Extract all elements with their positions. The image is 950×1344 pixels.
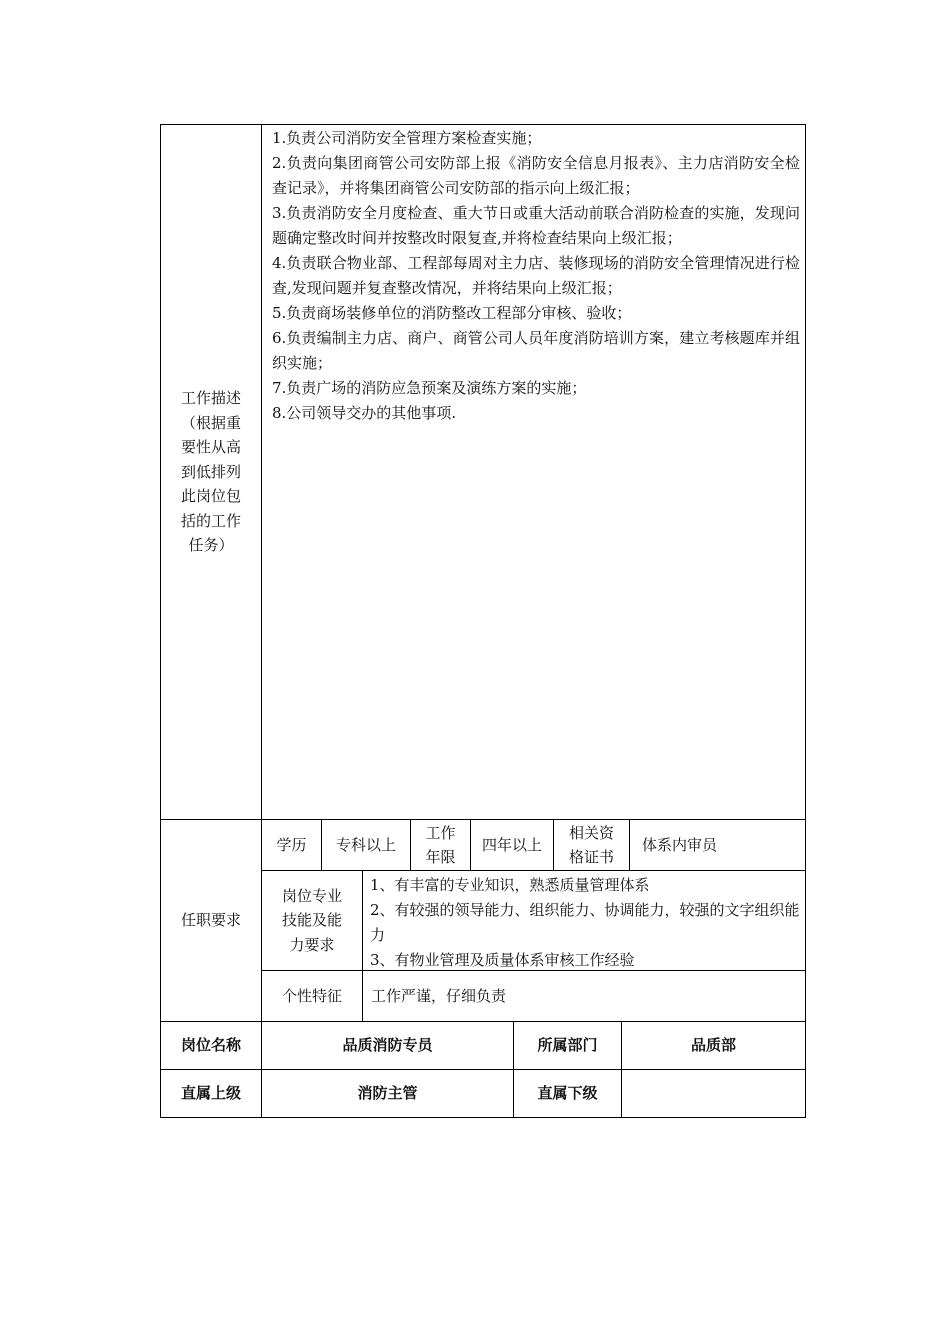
superior-label: 直属上级 bbox=[180, 1084, 241, 1103]
subordinate-value bbox=[622, 1070, 805, 1117]
experience-label-line: 年限 bbox=[425, 848, 456, 866]
experience-label bbox=[411, 820, 470, 870]
duties-label-line: 到低排列 bbox=[180, 462, 241, 481]
skills-list bbox=[370, 873, 800, 973]
department-label: 所属部门 bbox=[537, 1036, 598, 1055]
duty-item: 8.公司领导交办的其他事项. bbox=[272, 404, 457, 422]
skills-label-line: 技能及能 bbox=[281, 911, 342, 930]
certificate-value: 体系内审员 bbox=[642, 835, 718, 854]
certificate-label-line: 相关资 bbox=[568, 823, 614, 842]
duties-label-line: （根据重 bbox=[180, 413, 241, 432]
position-title-label: 岗位名称 bbox=[180, 1036, 241, 1055]
duty-item: 1.负责公司消防安全管理方案检查实施； bbox=[272, 129, 542, 147]
duties-label-line: 任务） bbox=[188, 536, 234, 555]
duties-label-line: 括的工作 bbox=[180, 511, 241, 530]
duty-list bbox=[272, 126, 800, 426]
education-value: 专科以上 bbox=[335, 835, 396, 854]
duty-item: 3.负责消防安全月度检查、重大节日或重大活动前联合消防检查的实施，发现问题确定整改时间并按整改时限复查,并将检查结果向上级汇报； bbox=[272, 204, 800, 247]
table-border-right bbox=[805, 124, 806, 1118]
experience-label-line: 工作 bbox=[425, 823, 456, 842]
personality-label: 个性特征 bbox=[281, 986, 342, 1005]
certificate-label-line: 格证书 bbox=[568, 848, 614, 866]
duty-item: 7.负责广场的消防应急预案及演练方案的实施； bbox=[272, 379, 587, 397]
department-value: 品质部 bbox=[690, 1036, 736, 1055]
position-title-value: 品质消防专员 bbox=[342, 1036, 433, 1055]
requirements-label: 任职要求 bbox=[180, 911, 241, 930]
personality-value: 工作严谨，仔细负责 bbox=[371, 986, 507, 1005]
skills-label-line: 岗位专业 bbox=[281, 886, 342, 905]
certificate-label bbox=[554, 820, 629, 870]
skill-item: 1、有丰富的专业知识，熟悉质量管理体系 bbox=[370, 876, 650, 894]
experience-value: 四年以上 bbox=[481, 835, 542, 854]
skills-label bbox=[262, 871, 362, 970]
duties-label-line: 工作描述 bbox=[180, 389, 241, 408]
duty-item: 6.负责编制主力店、商户、商管公司人员年度消防培训方案，建立考核题库并组织实施； bbox=[272, 329, 800, 372]
duties-label bbox=[161, 125, 261, 819]
table-border-bottom bbox=[160, 1117, 806, 1118]
superior-value: 消防主管 bbox=[357, 1084, 418, 1103]
duties-label-line: 要性从高 bbox=[180, 438, 241, 457]
duties-label-line: 此岗位包 bbox=[180, 487, 241, 506]
duty-item: 5.负责商场装修单位的消防整改工程部分审核、验收； bbox=[272, 304, 632, 322]
skill-item: 2、有较强的领导能力、组织能力、协调能力，较强的文字组织能力 bbox=[370, 901, 800, 944]
skill-item: 3、有物业管理及质量体系审核工作经验 bbox=[370, 951, 635, 969]
subordinate-label: 直属下级 bbox=[537, 1084, 598, 1103]
duty-item: 4.负责联合物业部、工程部每周对主力店、装修现场的消防安全管理情况进行检查,发现问题并复查整改情况，并将结果向上级汇报； bbox=[272, 254, 800, 297]
education-label: 学历 bbox=[276, 835, 307, 854]
skills-label-line: 力要求 bbox=[289, 935, 335, 954]
duty-item: 2.负责向集团商管公司安防部上报《消防安全信息月报表》、主力店消防安全检查记录》，并将集团商管公司安防部的指示向上级汇报； bbox=[272, 154, 800, 197]
